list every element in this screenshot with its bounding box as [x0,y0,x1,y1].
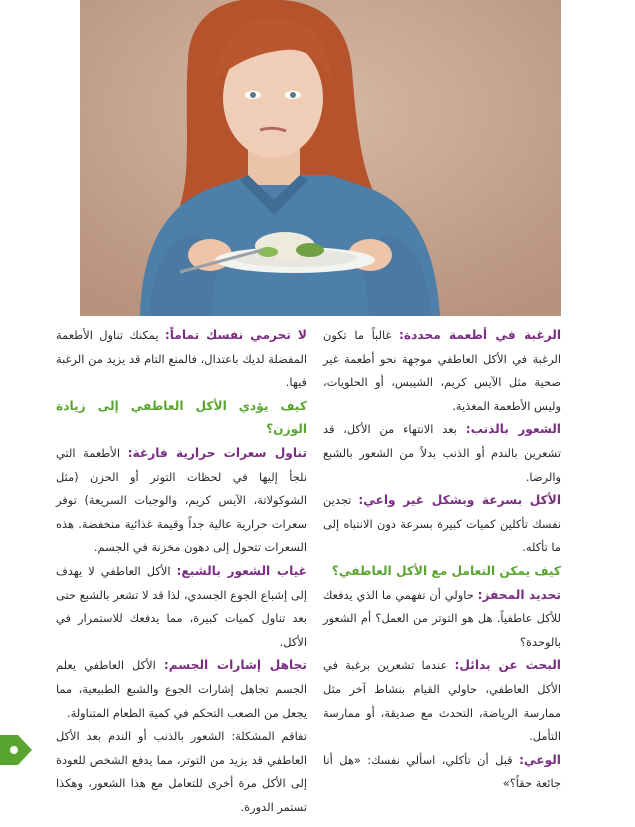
paragraph-body: يمكنك تناول الأطعمة المفضلة لديك باعتدال، فالمنع التام قد يزيد من الرغبة فيها. [56,328,307,390]
section-heading: كيف يؤدي الأكل العاطفي إلى زيادة الوزن؟ [56,398,307,437]
paragraph-lead: تناول سعرات حرارية فارغة: [127,445,307,460]
paragraph-lead: تجاهل إشارات الجسم: [163,658,307,673]
paragraph [56,654,307,725]
paragraph-body: الأكل العاطفي لا يهدف إلى إشباع الجوع الجسدي، لذا قد لا تشعر بالشبع حتى بعد تناول كميات كبيرة، مما يدفعك للاستمرار في الأكل. [56,563,307,649]
paragraph [323,489,561,560]
paragraph [323,584,561,655]
paragraph [323,654,561,748]
paragraph [56,725,307,819]
right-text-column [323,324,561,796]
paragraph-body: تفاقم المشكلة: الشعور بالذنب أو الندم بعد الأكل العاطفي قد يزيد من التوتر، مما يدفع الشخص للعودة إلى الأكل مرة أخرى للتعامل مع هذا الشعور، وهكذا تستمر الدورة. [56,729,307,814]
paragraph [56,560,307,654]
paragraph-body: الأطعمة التي نلجأ إليها في لحظات التوتر أو الحزن (مثل الشوكولاتة، الآيس كريم، والوجبات السريعة) توفر سعرات حرارية عالية جداً وقيمة غذائية منخفضة. هذه السعرات تتحول إلى دهون مخزنة في الجسم. [56,445,307,555]
paragraph-lead: الوعي: [519,752,561,767]
woman-with-salad-photo [80,0,561,316]
left-text-column [56,324,307,819]
paragraph-body: غالباً ما تكون الرغبة في الأكل العاطفي موجهة نحو أطعمة غير صحية مثل الآيس كريم، الشيبس، أو الحلويات، وليس الأطعمة المغذية. [323,328,561,413]
photo-illustration [80,0,561,316]
paragraph [323,324,561,418]
paragraph-lead: البحث عن بدائل: [454,658,561,673]
paragraph [323,749,561,796]
paragraph-body: حاولي أن تفهمي ما الذي يدفعك للأكل عاطفياً. هل هو التوتر من العمل؟ أم الشعور بالوحدة؟ [323,587,561,649]
paragraph [56,442,307,560]
paragraph-lead: الرغبة في أطعمة محددة: [399,328,561,342]
paragraph-body: الأكل العاطفي يعلم الجسم تجاهل إشارات الجوع والشبع الطبيعية، مما يجعل من الصعب التحكم في كمية الطعام المتناولة. [56,658,307,720]
paragraph-lead: غياب الشعور بالشبع: [176,563,307,578]
paragraph-body: قبل أن تأكلي، اسألي نفسك: «هل أنا جائعة حقاً؟» [323,752,561,791]
paragraph [323,418,561,489]
paragraph-body: بعد الانتهاء من الأكل، قد تشعرين بالندم أو الذنب بدلاً من الشعور بالشبع والرضا. [323,422,561,484]
section-heading: كيف يمكن التعامل مع الأكل العاطفي؟ [331,563,561,578]
paragraph-body: عندما تشعرين برغبة في الأكل العاطفي، حاولي القيام بنشاط آخر مثل ممارسة الرياضة، التحدث مع صديقة، أو ممارسة التأمل. [323,658,561,744]
paragraph-lead: تحديد المحفز: [477,587,561,602]
paragraph-lead: الأكل بسرعة وبشكل غير واعي: [358,493,561,508]
page-tab-icon [0,733,34,767]
paragraph-lead: لا تحرمي نفسك تماماً: [164,328,307,342]
paragraph [56,324,307,395]
paragraph-body: تجدين نفسك تأكلين كميات كبيرة بسرعة دون الانتباه إلى ما تأكله. [323,493,561,555]
paragraph-lead: الشعور بالذنب: [465,422,561,437]
